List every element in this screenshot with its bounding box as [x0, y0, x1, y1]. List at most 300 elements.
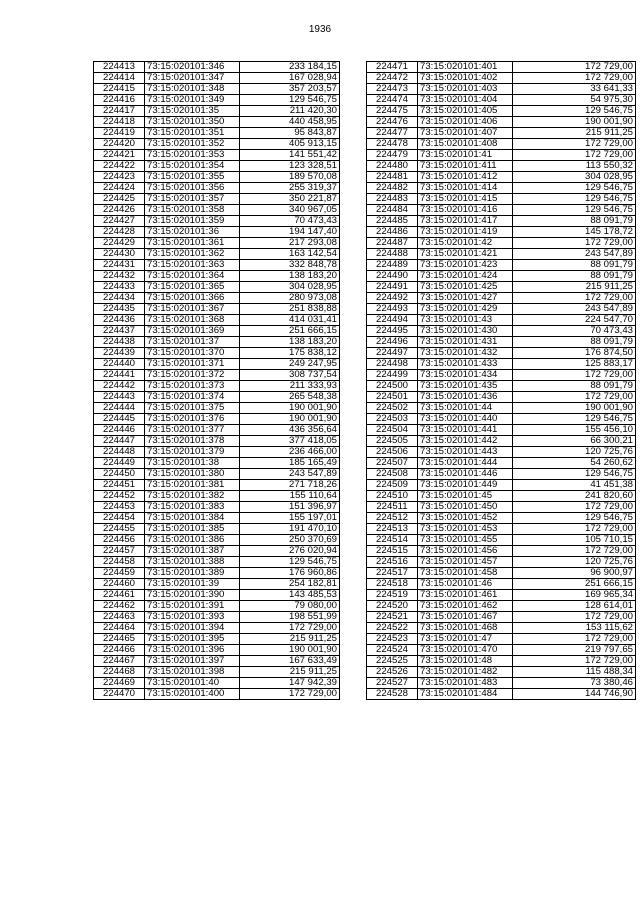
table-row [367, 282, 636, 293]
record-number: 224459 [94, 568, 145, 579]
cadastral-value: 155 197,01 [240, 513, 340, 524]
table-row [94, 84, 340, 95]
record-number: 224488 [367, 249, 418, 260]
cadastral-number: 73:15:020101:408 [418, 139, 513, 150]
cadastral-number: 73:15:020101:45 [418, 491, 513, 502]
cadastral-value: 190 001,90 [240, 414, 340, 425]
table-row [94, 205, 340, 216]
table-row [367, 579, 636, 590]
table-row [367, 601, 636, 612]
table-row [94, 183, 340, 194]
cadastral-number: 73:15:020101:461 [418, 590, 513, 601]
table-row [94, 414, 340, 425]
table-row [367, 381, 636, 392]
cadastral-value: 54 260,62 [513, 458, 636, 469]
cadastral-number: 73:15:020101:484 [418, 689, 513, 700]
cadastral-value: 120 725,76 [513, 557, 636, 568]
record-number: 224496 [367, 337, 418, 348]
table-row [94, 645, 340, 656]
record-number: 224483 [367, 194, 418, 205]
cadastral-number: 73:15:020101:402 [418, 73, 513, 84]
cadastral-value: 163 142,54 [240, 249, 340, 260]
cadastral-value: 73 380,46 [513, 678, 636, 689]
cadastral-value: 190 001,90 [240, 403, 340, 414]
table-row [367, 370, 636, 381]
table-row [367, 458, 636, 469]
cadastral-number: 73:15:020101:359 [145, 216, 240, 227]
cadastral-value: 120 725,76 [513, 447, 636, 458]
cadastral-number: 73:15:020101:37 [145, 337, 240, 348]
cadastral-number: 73:15:020101:440 [418, 414, 513, 425]
cadastral-value: 215 911,25 [513, 128, 636, 139]
record-number: 224492 [367, 293, 418, 304]
cadastral-number: 73:15:020101:390 [145, 590, 240, 601]
cadastral-value: 113 550,32 [513, 161, 636, 172]
record-number: 224486 [367, 227, 418, 238]
cadastral-value: 219 797,65 [513, 645, 636, 656]
record-number: 224489 [367, 260, 418, 271]
record-number: 224474 [367, 95, 418, 106]
cadastral-number: 73:15:020101:449 [418, 480, 513, 491]
cadastral-value: 357 203,57 [240, 84, 340, 95]
record-number: 224431 [94, 260, 145, 271]
cadastral-number: 73:15:020101:46 [418, 579, 513, 590]
table-row [94, 337, 340, 348]
cadastral-number: 73:15:020101:376 [145, 414, 240, 425]
cadastral-value: 172 729,00 [240, 623, 340, 634]
cadastral-number: 73:15:020101:404 [418, 95, 513, 106]
cadastral-value: 129 546,75 [513, 183, 636, 194]
page-number: 1936 [308, 24, 332, 35]
table-row [94, 95, 340, 106]
table-row [367, 117, 636, 128]
table-row [367, 315, 636, 326]
record-number: 224436 [94, 315, 145, 326]
left-table-body [94, 62, 340, 700]
cadastral-number: 73:15:020101:401 [418, 62, 513, 73]
cadastral-number: 73:15:020101:47 [418, 634, 513, 645]
cadastral-value: 129 546,75 [513, 469, 636, 480]
cadastral-value: 251 666,15 [240, 326, 340, 337]
record-number: 224416 [94, 95, 145, 106]
cadastral-value: 129 546,75 [513, 205, 636, 216]
cadastral-number: 73:15:020101:381 [145, 480, 240, 491]
cadastral-value: 304 028,95 [240, 282, 340, 293]
cadastral-number: 73:15:020101:423 [418, 260, 513, 271]
cadastral-number: 73:15:020101:406 [418, 117, 513, 128]
cadastral-value: 151 396,97 [240, 502, 340, 513]
table-row [94, 601, 340, 612]
cadastral-value: 249 247,95 [240, 359, 340, 370]
cadastral-number: 73:15:020101:379 [145, 447, 240, 458]
cadastral-value: 215 911,25 [513, 282, 636, 293]
record-number: 224429 [94, 238, 145, 249]
table-row [94, 667, 340, 678]
cadastral-number: 73:15:020101:370 [145, 348, 240, 359]
record-number: 224460 [94, 579, 145, 590]
cadastral-value: 138 183,20 [240, 271, 340, 282]
record-number: 224469 [94, 678, 145, 689]
cadastral-number: 73:15:020101:372 [145, 370, 240, 381]
cadastral-value: 190 001,90 [513, 117, 636, 128]
cadastral-number: 73:15:020101:436 [418, 392, 513, 403]
table-row [367, 568, 636, 579]
record-number: 224522 [367, 623, 418, 634]
table-row [367, 128, 636, 139]
cadastral-number: 73:15:020101:433 [418, 359, 513, 370]
cadastral-number: 73:15:020101:456 [418, 546, 513, 557]
record-number: 224447 [94, 436, 145, 447]
cadastral-number: 73:15:020101:367 [145, 304, 240, 315]
cadastral-value: 243 547,89 [240, 469, 340, 480]
cadastral-number: 73:15:020101:383 [145, 502, 240, 513]
cadastral-value: 280 973,08 [240, 293, 340, 304]
cadastral-number: 73:15:020101:450 [418, 502, 513, 513]
record-number: 224444 [94, 403, 145, 414]
cadastral-number: 73:15:020101:355 [145, 172, 240, 183]
cadastral-value: 350 221,87 [240, 194, 340, 205]
cadastral-value: 172 729,00 [513, 524, 636, 535]
table-row [367, 139, 636, 150]
cadastral-number: 73:15:020101:350 [145, 117, 240, 128]
record-number: 224443 [94, 392, 145, 403]
cadastral-value: 88 091,79 [513, 216, 636, 227]
cadastral-number: 73:15:020101:353 [145, 150, 240, 161]
record-number: 224451 [94, 480, 145, 491]
table-row [367, 403, 636, 414]
table-row [94, 348, 340, 359]
record-number: 224415 [94, 84, 145, 95]
cadastral-value: 125 883,17 [513, 359, 636, 370]
cadastral-value: 217 293,08 [240, 238, 340, 249]
cadastral-number: 73:15:020101:362 [145, 249, 240, 260]
cadastral-value: 155 110,64 [240, 491, 340, 502]
record-number: 224453 [94, 502, 145, 513]
table-row [367, 348, 636, 359]
cadastral-value: 176 960,86 [240, 568, 340, 579]
table-row [367, 216, 636, 227]
cadastral-number: 73:15:020101:452 [418, 513, 513, 524]
table-row [94, 568, 340, 579]
table-row [94, 491, 340, 502]
cadastral-value: 172 729,00 [513, 656, 636, 667]
cadastral-value: 251 838,88 [240, 304, 340, 315]
record-number: 224526 [367, 667, 418, 678]
cadastral-number: 73:15:020101:443 [418, 447, 513, 458]
table-row [367, 150, 636, 161]
cadastral-value: 243 547,89 [513, 249, 636, 260]
table-row [367, 205, 636, 216]
table-row [94, 216, 340, 227]
cadastral-value: 88 091,79 [513, 337, 636, 348]
cadastral-value: 241 820,60 [513, 491, 636, 502]
cadastral-value: 79 080,00 [240, 601, 340, 612]
cadastral-number: 73:15:020101:375 [145, 403, 240, 414]
table-row [367, 183, 636, 194]
cadastral-number: 73:15:020101:470 [418, 645, 513, 656]
table-row [94, 480, 340, 491]
cadastral-number: 73:15:020101:373 [145, 381, 240, 392]
record-number: 224479 [367, 150, 418, 161]
record-number: 224419 [94, 128, 145, 139]
table-row [367, 689, 636, 700]
cadastral-value: 255 319,37 [240, 183, 340, 194]
record-number: 224423 [94, 172, 145, 183]
cadastral-value: 190 001,90 [240, 645, 340, 656]
record-number: 224450 [94, 469, 145, 480]
record-number: 224485 [367, 216, 418, 227]
record-number: 224441 [94, 370, 145, 381]
record-number: 224463 [94, 612, 145, 623]
table-row [367, 656, 636, 667]
cadastral-value: 129 546,75 [513, 513, 636, 524]
record-number: 224499 [367, 370, 418, 381]
cadastral-number: 73:15:020101:44 [418, 403, 513, 414]
table-row [94, 425, 340, 436]
record-number: 224493 [367, 304, 418, 315]
record-number: 224495 [367, 326, 418, 337]
cadastral-value: 129 546,75 [240, 95, 340, 106]
record-number: 224521 [367, 612, 418, 623]
record-number: 224467 [94, 656, 145, 667]
table-row [94, 73, 340, 84]
table-row [367, 469, 636, 480]
cadastral-value: 115 488,34 [513, 667, 636, 678]
table-row [367, 392, 636, 403]
cadastral-value: 233 184,15 [240, 62, 340, 73]
record-number: 224440 [94, 359, 145, 370]
table-row [94, 513, 340, 524]
cadastral-value: 236 466,00 [240, 447, 340, 458]
cadastral-number: 73:15:020101:400 [145, 689, 240, 700]
cadastral-number: 73:15:020101:391 [145, 601, 240, 612]
table-row [94, 612, 340, 623]
cadastral-value: 172 729,00 [513, 392, 636, 403]
record-number: 224519 [367, 590, 418, 601]
record-number: 224432 [94, 271, 145, 282]
record-number: 224515 [367, 546, 418, 557]
cadastral-value: 33 641,33 [513, 84, 636, 95]
cadastral-value: 172 729,00 [513, 73, 636, 84]
cadastral-value: 414 031,41 [240, 315, 340, 326]
cadastral-value: 308 737,54 [240, 370, 340, 381]
cadastral-value: 129 546,75 [240, 557, 340, 568]
record-number: 224487 [367, 238, 418, 249]
cadastral-value: 88 091,79 [513, 271, 636, 282]
cadastral-value: 129 546,75 [513, 414, 636, 425]
right-table-body [367, 62, 636, 700]
cadastral-value: 70 473,43 [513, 326, 636, 337]
cadastral-number: 73:15:020101:382 [145, 491, 240, 502]
cadastral-number: 73:15:020101:483 [418, 678, 513, 689]
table-row [94, 590, 340, 601]
table-row [94, 381, 340, 392]
cadastral-number: 73:15:020101:369 [145, 326, 240, 337]
cadastral-value: 172 729,00 [513, 502, 636, 513]
cadastral-value: 144 746,90 [513, 689, 636, 700]
cadastral-value: 172 729,00 [240, 689, 340, 700]
record-number: 224424 [94, 183, 145, 194]
record-number: 224501 [367, 392, 418, 403]
record-number: 224506 [367, 447, 418, 458]
cadastral-value: 377 418,05 [240, 436, 340, 447]
cadastral-number: 73:15:020101:352 [145, 139, 240, 150]
cadastral-number: 73:15:020101:405 [418, 106, 513, 117]
table-row [94, 502, 340, 513]
record-number: 224477 [367, 128, 418, 139]
table-row [367, 678, 636, 689]
cadastral-value: 185 165,49 [240, 458, 340, 469]
cadastral-value: 271 718,26 [240, 480, 340, 491]
record-number: 224420 [94, 139, 145, 150]
table-row [94, 689, 340, 700]
cadastral-value: 304 028,95 [513, 172, 636, 183]
record-number: 224491 [367, 282, 418, 293]
table-row [367, 513, 636, 524]
table-row [94, 579, 340, 590]
record-number: 224466 [94, 645, 145, 656]
record-number: 224442 [94, 381, 145, 392]
record-number: 224452 [94, 491, 145, 502]
table-row [94, 106, 340, 117]
cadastral-value: 145 178,72 [513, 227, 636, 238]
cadastral-value: 405 913,15 [240, 139, 340, 150]
table-row [367, 260, 636, 271]
table-row [94, 227, 340, 238]
cadastral-number: 73:15:020101:346 [145, 62, 240, 73]
record-number: 224428 [94, 227, 145, 238]
cadastral-number: 73:15:020101:41 [418, 150, 513, 161]
table-row [94, 304, 340, 315]
table-row [94, 139, 340, 150]
record-number: 224524 [367, 645, 418, 656]
table-row [367, 326, 636, 337]
cadastral-value: 172 729,00 [513, 238, 636, 249]
cadastral-number: 73:15:020101:388 [145, 557, 240, 568]
cadastral-value: 211 333,93 [240, 381, 340, 392]
record-number: 224465 [94, 634, 145, 645]
table-row [367, 414, 636, 425]
record-number: 224472 [367, 73, 418, 84]
table-row [94, 557, 340, 568]
cadastral-number: 73:15:020101:430 [418, 326, 513, 337]
record-number: 224478 [367, 139, 418, 150]
cadastral-number: 73:15:020101:358 [145, 205, 240, 216]
record-number: 224525 [367, 656, 418, 667]
record-number: 224468 [94, 667, 145, 678]
table-row [367, 623, 636, 634]
cadastral-number: 73:15:020101:442 [418, 436, 513, 447]
cadastral-number: 73:15:020101:374 [145, 392, 240, 403]
table-row [367, 304, 636, 315]
table-row [367, 634, 636, 645]
cadastral-number: 73:15:020101:455 [418, 535, 513, 546]
table-row [367, 667, 636, 678]
cadastral-number: 73:15:020101:427 [418, 293, 513, 304]
table-row [367, 249, 636, 260]
record-number: 224513 [367, 524, 418, 535]
table-row [367, 590, 636, 601]
cadastral-number: 73:15:020101:347 [145, 73, 240, 84]
cadastral-value: 123 328,51 [240, 161, 340, 172]
cadastral-number: 73:15:020101:462 [418, 601, 513, 612]
record-number: 224480 [367, 161, 418, 172]
table-row [367, 425, 636, 436]
table-row [94, 172, 340, 183]
table-row [367, 524, 636, 535]
table-row [94, 194, 340, 205]
cadastral-value: 172 729,00 [513, 150, 636, 161]
record-number: 224514 [367, 535, 418, 546]
cadastral-number: 73:15:020101:457 [418, 557, 513, 568]
cadastral-number: 73:15:020101:435 [418, 381, 513, 392]
record-number: 224470 [94, 689, 145, 700]
table-row [367, 546, 636, 557]
table-row [94, 62, 340, 73]
record-number: 224425 [94, 194, 145, 205]
record-number: 224502 [367, 403, 418, 414]
record-number: 224498 [367, 359, 418, 370]
cadastral-number: 73:15:020101:365 [145, 282, 240, 293]
cadastral-value: 332 848,78 [240, 260, 340, 271]
cadastral-value: 198 551,99 [240, 612, 340, 623]
cadastral-value: 190 001,90 [513, 403, 636, 414]
table-row [94, 128, 340, 139]
table-row [367, 73, 636, 84]
cadastral-value: 194 147,40 [240, 227, 340, 238]
record-number: 224512 [367, 513, 418, 524]
table-row [94, 161, 340, 172]
cadastral-value: 175 838,12 [240, 348, 340, 359]
cadastral-number: 73:15:020101:368 [145, 315, 240, 326]
cadastral-number: 73:15:020101:366 [145, 293, 240, 304]
cadastral-value: 95 843,87 [240, 128, 340, 139]
table-row [94, 249, 340, 260]
record-number: 224437 [94, 326, 145, 337]
record-number: 224427 [94, 216, 145, 227]
record-number: 224528 [367, 689, 418, 700]
table-row [94, 447, 340, 458]
cadastral-number: 73:15:020101:467 [418, 612, 513, 623]
table-row [367, 293, 636, 304]
cadastral-number: 73:15:020101:40 [145, 678, 240, 689]
cadastral-number: 73:15:020101:425 [418, 282, 513, 293]
cadastral-number: 73:15:020101:387 [145, 546, 240, 557]
table-row [94, 238, 340, 249]
record-number: 224518 [367, 579, 418, 590]
table-row [367, 612, 636, 623]
cadastral-value: 436 356,64 [240, 425, 340, 436]
cadastral-value: 105 710,15 [513, 535, 636, 546]
cadastral-number: 73:15:020101:424 [418, 271, 513, 282]
table-row [367, 645, 636, 656]
table-row [367, 95, 636, 106]
cadastral-value: 340 967,05 [240, 205, 340, 216]
right-table [366, 61, 636, 700]
record-number: 224456 [94, 535, 145, 546]
record-number: 224516 [367, 557, 418, 568]
record-number: 224413 [94, 62, 145, 73]
cadastral-value: 215 911,25 [240, 634, 340, 645]
cadastral-value: 41 451,38 [513, 480, 636, 491]
table-row [367, 172, 636, 183]
cadastral-value: 224 547,70 [513, 315, 636, 326]
table-row [94, 546, 340, 557]
record-number: 224471 [367, 62, 418, 73]
cadastral-value: 138 183,20 [240, 337, 340, 348]
table-row [94, 370, 340, 381]
cadastral-number: 73:15:020101:361 [145, 238, 240, 249]
